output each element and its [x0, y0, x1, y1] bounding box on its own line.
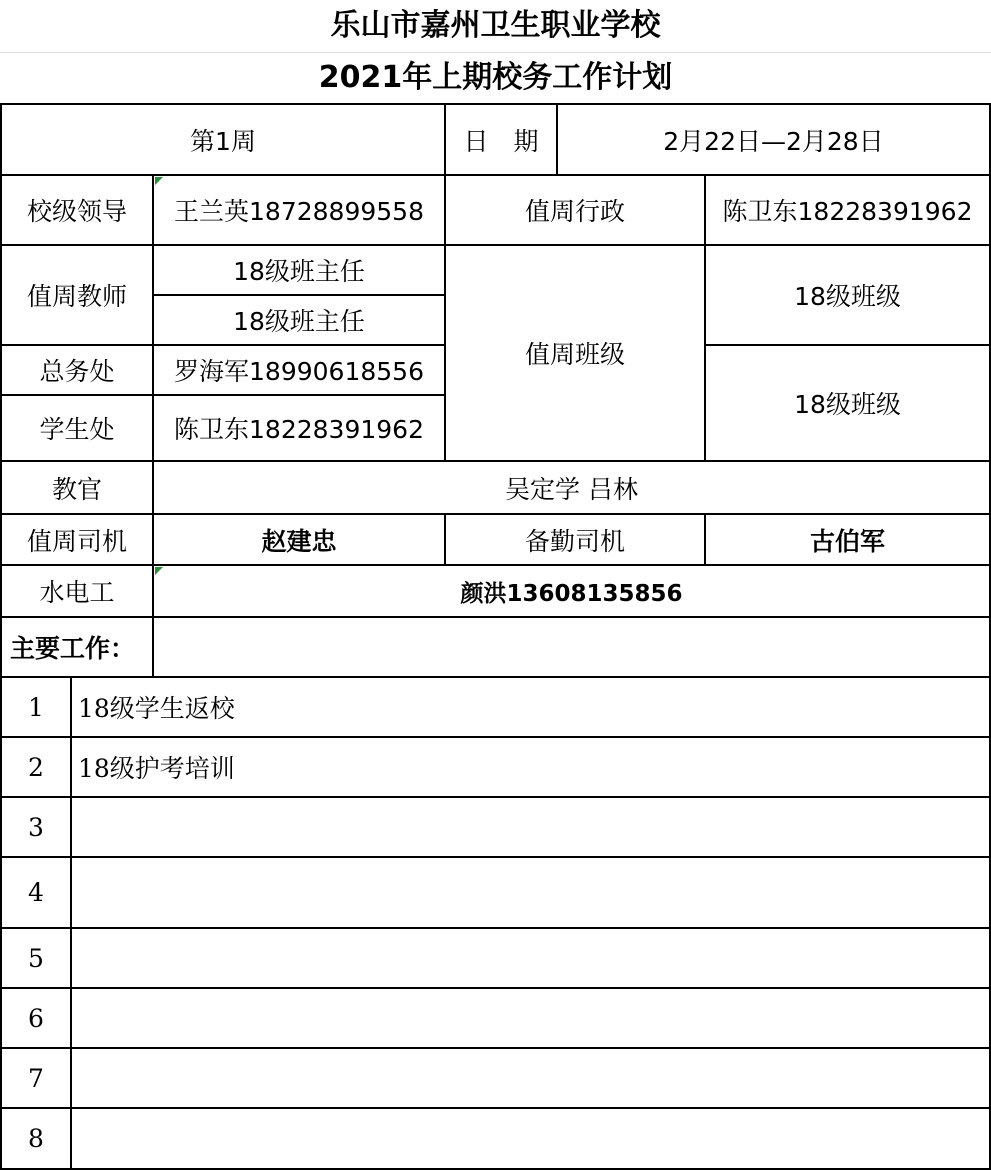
teacher-value-2: 18级班主任: [233, 307, 365, 336]
admin-label: 值周行政: [524, 197, 625, 226]
student-office-label: 学生处: [39, 415, 115, 444]
class-label: 值周班级: [524, 340, 625, 369]
general-affairs-value: 罗海军18990618556: [174, 357, 424, 386]
task-number: 5: [28, 943, 44, 973]
electrician-label: 水电工: [39, 578, 115, 607]
task-text: [72, 929, 989, 987]
task-number: 1: [28, 692, 44, 722]
task-text: 18级学生返校: [78, 694, 235, 723]
general-affairs-label: 总务处: [39, 357, 115, 386]
backup-driver-value: 古伯军: [809, 526, 885, 556]
week-number: 第1周: [190, 126, 256, 156]
task-number: 2: [28, 752, 44, 782]
task-text: [72, 989, 989, 1047]
task-text: [72, 1049, 989, 1107]
task-text: [72, 858, 989, 927]
teacher-label: 值周教师: [26, 282, 127, 311]
leader-value: 王兰英18728899558: [174, 197, 424, 226]
plan-title: 2021年上期校务工作计划: [318, 60, 673, 95]
task-text: [72, 798, 989, 856]
class-value-1: 18级班级: [794, 282, 901, 311]
teacher-value-1: 18级班主任: [233, 257, 365, 286]
electrician-value: 颜洪13608135856: [460, 580, 683, 607]
task-text: 18级护考培训: [78, 754, 235, 783]
task-number: 8: [28, 1124, 44, 1153]
class-value-2: 18级班级: [794, 390, 901, 419]
backup-driver-label: 备勤司机: [524, 526, 625, 556]
leader-label: 校级领导: [26, 197, 127, 226]
instructor-value: 吴定学 吕林: [505, 474, 638, 504]
main-tasks-heading: 主要工作：: [10, 634, 136, 663]
admin-value: 陈卫东18228391962: [722, 197, 973, 226]
task-text: [72, 1109, 989, 1168]
date-range: 2月22日—2月28日: [663, 126, 884, 156]
driver-value: 赵建忠: [261, 526, 337, 556]
task-number: 3: [28, 812, 44, 842]
task-number: 4: [28, 878, 44, 907]
instructor-label: 教官: [51, 474, 102, 504]
task-number: 7: [28, 1063, 44, 1093]
task-number: 6: [28, 1003, 44, 1033]
student-office-value: 陈卫东18228391962: [174, 415, 424, 444]
date-label: 日 期: [463, 126, 539, 156]
driver-label: 值周司机: [26, 526, 127, 556]
school-name: 乐山市嘉州卫生职业学校: [330, 8, 661, 43]
